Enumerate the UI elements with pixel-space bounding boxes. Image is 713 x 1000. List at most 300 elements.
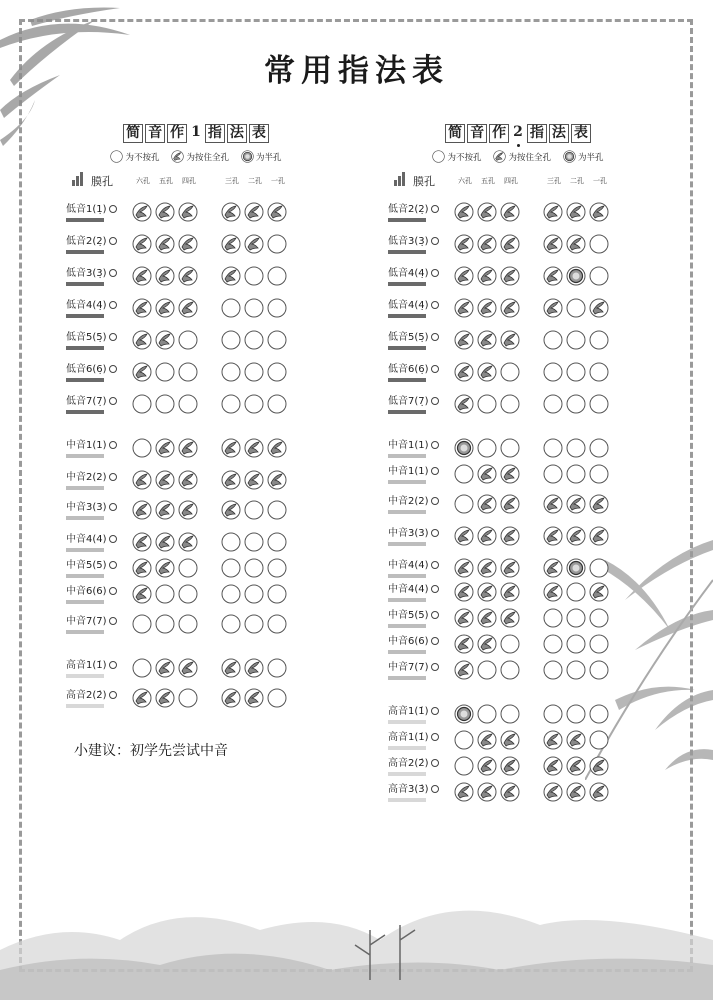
closed-hole-icon: [132, 330, 152, 350]
closed-hole-icon: [543, 782, 563, 802]
thumb-hole-icon: [109, 441, 117, 449]
hole-column-label: 一孔: [593, 177, 607, 185]
finger-hole: [454, 464, 474, 484]
fingering-row: [66, 470, 326, 498]
legend-item-closed: [171, 150, 229, 163]
page-title: 常用指法表: [264, 53, 449, 89]
thumb-hole-icon: [431, 785, 439, 793]
finger-hole: [589, 202, 609, 222]
chart-title-char: 音: [467, 124, 487, 143]
note-label: 低音3(3̣): [388, 236, 429, 247]
closed-hole-icon: [155, 532, 175, 552]
fingering-row: [388, 464, 648, 492]
closed-hole-icon: [221, 658, 241, 678]
closed-hole-icon: [454, 394, 474, 414]
open-hole-icon: [244, 298, 264, 318]
open-hole-icon: [244, 558, 264, 578]
fingering-row: [388, 494, 648, 522]
closed-hole-icon: [589, 782, 609, 802]
note-label: 低音2(2̣): [66, 236, 107, 247]
finger-hole: [566, 266, 586, 286]
thumb-hole-icon: [431, 333, 439, 341]
closed-hole-icon: [454, 660, 474, 680]
finger-hole: [500, 582, 520, 602]
closed-hole-icon: [155, 658, 175, 678]
finger-hole: [267, 688, 287, 708]
closed-hole-icon: [132, 234, 152, 254]
finger-hole: [543, 730, 563, 750]
open-hole-icon: [244, 362, 264, 382]
open-hole-icon: [589, 660, 609, 680]
thumb-hole-icon: [431, 529, 439, 537]
finger-hole: [543, 234, 563, 254]
finger-hole: [543, 494, 563, 514]
open-hole-icon: [500, 704, 520, 724]
finger-hole: [155, 500, 175, 520]
open-hole-icon: [155, 394, 175, 414]
register-bar: [66, 378, 104, 382]
register-bar: [388, 746, 426, 750]
open-hole-icon: [589, 464, 609, 484]
finger-hole: [477, 494, 497, 514]
finger-hole: [589, 362, 609, 382]
register-bar: [388, 574, 426, 578]
finger-hole: [267, 330, 287, 350]
closed-hole-icon: [178, 438, 198, 458]
open-hole-icon: [178, 584, 198, 604]
fingering-row: [388, 362, 648, 390]
fingering-row: [66, 558, 326, 586]
chart-title-char: 法: [549, 124, 569, 143]
open-hole-icon: [543, 608, 563, 628]
finger-hole: [267, 362, 287, 382]
finger-hole: [132, 438, 152, 458]
legend-item-half: [241, 150, 282, 163]
finger-hole: [178, 234, 198, 254]
finger-hole: [221, 532, 241, 552]
register-bar: [388, 720, 426, 724]
finger-hole: [543, 660, 563, 680]
signal-bars-icon: [72, 172, 86, 186]
finger-hole: [589, 756, 609, 776]
register-bar: [388, 624, 426, 628]
finger-hole: [454, 298, 474, 318]
fingering-row: [388, 608, 648, 636]
finger-hole: [132, 614, 152, 634]
finger-hole: [500, 526, 520, 546]
register-bar: [388, 510, 426, 514]
open-hole-icon: [566, 464, 586, 484]
finger-hole: [477, 330, 497, 350]
open-hole-icon: [566, 608, 586, 628]
closed-hole-icon: [221, 688, 241, 708]
half-hole-icon: [454, 704, 474, 724]
note-label: 低音6(6̣): [66, 364, 107, 375]
open-hole-icon: [566, 438, 586, 458]
finger-hole: [267, 614, 287, 634]
closed-hole-icon: [155, 202, 175, 222]
open-hole-icon: [454, 756, 474, 776]
finger-hole: [221, 298, 241, 318]
hole-column-label: 五孔: [159, 177, 173, 185]
finger-hole: [477, 634, 497, 654]
note-label: 中音1(1): [388, 466, 429, 477]
closed-hole-icon: [477, 330, 497, 350]
closed-hole-icon: [543, 298, 563, 318]
finger-hole: [500, 558, 520, 578]
finger-hole: [500, 330, 520, 350]
finger-hole: [566, 362, 586, 382]
open-hole-icon: [500, 438, 520, 458]
open-hole-icon: [244, 584, 264, 604]
finger-hole: [221, 394, 241, 414]
closed-hole-icon: [221, 234, 241, 254]
fingering-row: [388, 756, 648, 784]
hole-column-label: 二孔: [248, 177, 262, 185]
finger-hole: [178, 470, 198, 490]
finger-hole: [244, 532, 264, 552]
finger-hole: [132, 584, 152, 604]
closed-hole-icon: [132, 688, 152, 708]
finger-hole: [477, 526, 497, 546]
open-hole-icon: [178, 614, 198, 634]
thumb-hole-icon: [109, 365, 117, 373]
open-hole-icon: [477, 660, 497, 680]
finger-hole: [244, 266, 264, 286]
open-hole-icon: [221, 584, 241, 604]
thumb-hole-icon: [431, 585, 439, 593]
finger-hole: [477, 660, 497, 680]
fingering-row: [388, 330, 648, 358]
register-bar: [66, 674, 104, 678]
finger-hole: [267, 470, 287, 490]
chart-title-char: 2: [511, 124, 525, 143]
note-label: 低音3(3̣): [66, 268, 107, 279]
finger-hole: [221, 614, 241, 634]
open-hole-icon: [132, 438, 152, 458]
chart-title: [388, 124, 648, 143]
open-hole-icon: [221, 614, 241, 634]
chart-title-char: 法: [227, 124, 247, 143]
register-bar: [388, 676, 426, 680]
finger-hole: [244, 298, 264, 318]
closed-hole-icon: [477, 298, 497, 318]
finger-hole: [155, 438, 175, 458]
thumb-hole-icon: [109, 237, 117, 245]
finger-hole: [155, 330, 175, 350]
open-hole-icon: [244, 330, 264, 350]
register-bar: [388, 346, 426, 350]
finger-hole: [155, 470, 175, 490]
half-hole-icon: [563, 150, 576, 163]
register-bar: [388, 542, 426, 546]
open-hole-icon: [500, 362, 520, 382]
fingering-row: [66, 584, 326, 612]
finger-hole: [267, 394, 287, 414]
finger-hole: [589, 234, 609, 254]
finger-hole: [566, 464, 586, 484]
chart-title-char: 指: [205, 124, 225, 143]
closed-hole-icon: [589, 582, 609, 602]
thumb-hole-icon: [109, 661, 117, 669]
open-hole-icon: [454, 494, 474, 514]
finger-hole: [543, 266, 563, 286]
closed-hole-icon: [543, 202, 563, 222]
open-hole-icon: [178, 394, 198, 414]
fingering-row: [388, 634, 648, 662]
chart-title-char: 作: [167, 124, 187, 143]
finger-hole: [589, 730, 609, 750]
open-hole-icon: [477, 704, 497, 724]
closed-hole-icon: [267, 438, 287, 458]
closed-hole-icon: [500, 608, 520, 628]
finger-hole: [244, 584, 264, 604]
hole-column-label: 三孔: [225, 177, 239, 185]
register-bar: [388, 282, 426, 286]
closed-hole-icon: [477, 526, 497, 546]
finger-hole: [566, 660, 586, 680]
finger-hole: [132, 688, 152, 708]
closed-hole-icon: [454, 634, 474, 654]
open-hole-icon: [566, 704, 586, 724]
note-label: 高音1(1̇): [388, 732, 429, 743]
finger-hole: [543, 330, 563, 350]
closed-hole-icon: [178, 532, 198, 552]
closed-hole-icon: [244, 234, 264, 254]
open-hole-icon: [543, 394, 563, 414]
thumb-hole-icon: [109, 561, 117, 569]
finger-hole: [178, 614, 198, 634]
closed-hole-icon: [500, 202, 520, 222]
open-hole-icon: [132, 394, 152, 414]
note-label: 中音3(3): [388, 528, 429, 539]
finger-hole: [244, 470, 264, 490]
closed-hole-icon: [543, 526, 563, 546]
finger-hole: [221, 584, 241, 604]
signal-bars-icon: [394, 172, 408, 186]
thumb-hole-icon: [109, 617, 117, 625]
thumb-hole-icon: [109, 503, 117, 511]
register-bar: [388, 218, 426, 222]
finger-hole: [543, 298, 563, 318]
finger-hole: [221, 658, 241, 678]
closed-hole-icon: [566, 730, 586, 750]
finger-hole: [454, 234, 474, 254]
finger-hole: [267, 584, 287, 604]
chart-title-char: 表: [249, 124, 269, 143]
finger-hole: [543, 394, 563, 414]
closed-hole-icon: [267, 202, 287, 222]
finger-hole: [500, 634, 520, 654]
hole-header: [388, 172, 648, 188]
finger-hole: [477, 582, 497, 602]
finger-hole: [500, 266, 520, 286]
finger-hole: [477, 756, 497, 776]
finger-hole: [543, 756, 563, 776]
closed-hole-icon: [477, 582, 497, 602]
finger-hole: [132, 658, 152, 678]
finger-hole: [500, 756, 520, 776]
open-hole-icon: [432, 150, 445, 163]
closed-hole-icon: [132, 500, 152, 520]
note-label: 低音4(4̣): [388, 300, 429, 311]
finger-hole: [589, 634, 609, 654]
open-hole-icon: [244, 532, 264, 552]
finger-hole: [566, 298, 586, 318]
finger-hole: [543, 526, 563, 546]
finger-hole: [454, 704, 474, 724]
register-bar: [388, 314, 426, 318]
open-hole-icon: [155, 362, 175, 382]
finger-hole: [244, 500, 264, 520]
closed-hole-icon: [454, 202, 474, 222]
finger-hole: [566, 756, 586, 776]
finger-hole: [244, 688, 264, 708]
finger-hole: [178, 330, 198, 350]
register-bar: [66, 600, 104, 604]
fingering-row: [388, 394, 648, 422]
fingering-row: [66, 438, 326, 466]
note-label: 低音7(7̣): [66, 396, 107, 407]
finger-hole: [267, 558, 287, 578]
closed-hole-icon: [178, 470, 198, 490]
finger-hole: [155, 614, 175, 634]
closed-hole-icon: [566, 234, 586, 254]
thumb-hole-icon: [431, 205, 439, 213]
closed-hole-icon: [454, 234, 474, 254]
finger-hole: [454, 730, 474, 750]
chart-title-char: 音: [145, 124, 165, 143]
legend-item-open: [432, 150, 481, 163]
finger-hole: [543, 558, 563, 578]
fingering-row: [66, 330, 326, 358]
note-label: 低音5(5̣): [388, 332, 429, 343]
open-hole-icon: [543, 660, 563, 680]
open-hole-icon: [566, 362, 586, 382]
legend: [66, 150, 326, 163]
closed-hole-icon: [500, 234, 520, 254]
finger-hole: [543, 608, 563, 628]
finger-hole: [454, 782, 474, 802]
register-bar: [66, 574, 104, 578]
thumb-hole-icon: [431, 237, 439, 245]
open-hole-icon: [566, 298, 586, 318]
closed-hole-icon: [155, 470, 175, 490]
finger-hole: [178, 658, 198, 678]
chart-title-char: 简: [123, 124, 143, 143]
finger-hole: [566, 608, 586, 628]
closed-hole-icon: [477, 782, 497, 802]
open-hole-icon: [589, 438, 609, 458]
closed-hole-icon: [500, 494, 520, 514]
thumb-hole-icon: [431, 637, 439, 645]
note-label: 低音4(4̣): [66, 300, 107, 311]
fingering-row: [388, 266, 648, 294]
finger-hole: [267, 234, 287, 254]
open-hole-icon: [267, 658, 287, 678]
finger-hole: [178, 438, 198, 458]
finger-hole: [244, 234, 264, 254]
closed-hole-icon: [477, 464, 497, 484]
thumb-hole-icon: [431, 365, 439, 373]
closed-hole-icon: [132, 362, 152, 382]
closed-hole-icon: [454, 608, 474, 628]
finger-hole: [500, 704, 520, 724]
open-hole-icon: [178, 688, 198, 708]
finger-hole: [454, 438, 474, 458]
finger-hole: [244, 558, 264, 578]
register-bar: [388, 454, 426, 458]
open-hole-icon: [267, 614, 287, 634]
finger-hole: [566, 234, 586, 254]
finger-hole: [132, 558, 152, 578]
open-hole-icon: [267, 234, 287, 254]
closed-hole-icon: [589, 202, 609, 222]
closed-hole-icon: [454, 526, 474, 546]
open-hole-icon: [566, 582, 586, 602]
legend-label: 为按住全孔: [508, 152, 551, 163]
finger-hole: [454, 634, 474, 654]
finger-hole: [589, 608, 609, 628]
legend-label: 为不按孔: [125, 152, 160, 163]
closed-hole-icon: [178, 266, 198, 286]
closed-hole-icon: [132, 558, 152, 578]
finger-hole: [500, 394, 520, 414]
thumb-hole-icon: [431, 663, 439, 671]
finger-hole: [244, 202, 264, 222]
open-hole-icon: [500, 660, 520, 680]
open-hole-icon: [589, 634, 609, 654]
finger-hole: [178, 688, 198, 708]
open-hole-icon: [244, 394, 264, 414]
finger-hole: [477, 394, 497, 414]
note-label: 中音2(2): [66, 472, 107, 483]
open-hole-icon: [543, 464, 563, 484]
chart-title-char: 表: [571, 124, 591, 143]
fingering-row: [66, 266, 326, 294]
open-hole-icon: [589, 394, 609, 414]
fingering-row: [388, 526, 648, 554]
register-bar: [66, 218, 104, 222]
open-hole-icon: [244, 500, 264, 520]
thumb-hole-icon: [109, 269, 117, 277]
finger-hole: [454, 362, 474, 382]
closed-hole-icon: [477, 266, 497, 286]
open-hole-icon: [589, 558, 609, 578]
closed-hole-icon: [171, 150, 184, 163]
finger-hole: [589, 582, 609, 602]
finger-hole: [221, 558, 241, 578]
open-hole-icon: [267, 584, 287, 604]
finger-hole: [178, 532, 198, 552]
closed-hole-icon: [155, 330, 175, 350]
closed-hole-icon: [543, 756, 563, 776]
finger-hole: [178, 394, 198, 414]
closed-hole-icon: [178, 298, 198, 318]
note-label: 中音6(6): [66, 586, 107, 597]
note-label: 中音2(2): [388, 496, 429, 507]
open-hole-icon: [267, 330, 287, 350]
finger-hole: [477, 608, 497, 628]
closed-hole-icon: [221, 438, 241, 458]
thumb-hole-icon: [109, 301, 117, 309]
closed-hole-icon: [454, 266, 474, 286]
open-hole-icon: [267, 558, 287, 578]
fingering-row: [388, 782, 648, 810]
closed-hole-icon: [500, 266, 520, 286]
register-bar: [388, 378, 426, 382]
open-hole-icon: [454, 730, 474, 750]
